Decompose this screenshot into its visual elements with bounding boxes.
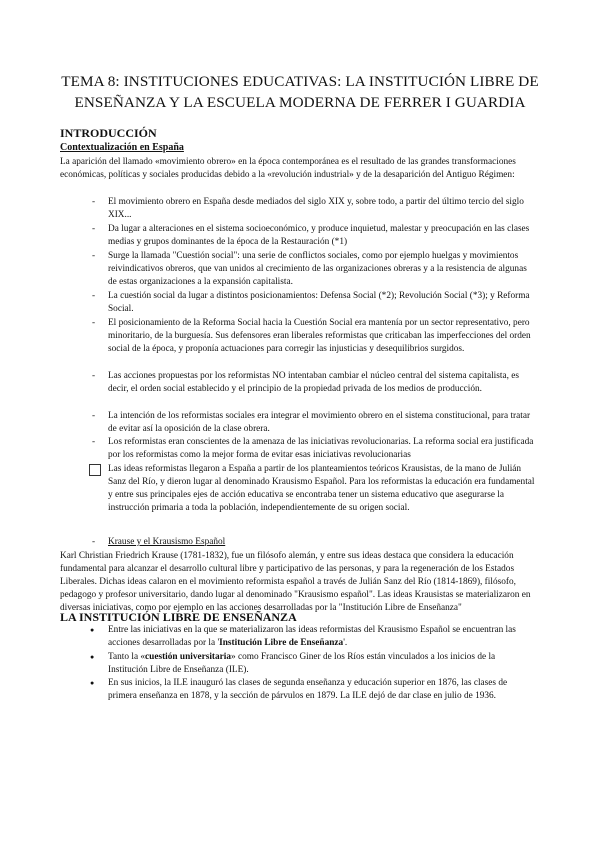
checkbox[interactable] bbox=[89, 464, 101, 476]
list-item: - Surge la llamada "Cuestión social": una serie de conflictos sociales, como por ejemplo huelgas y movimientos reivindicativos obreros, que van unidos al crecimiento de las organizaciones obreras y a la resistencia de algunas de estas organizaciones a la expansión capitalista. bbox=[108, 250, 536, 289]
bullet-bold-text: cuestión universitaria bbox=[145, 652, 232, 662]
krause-dash: - bbox=[92, 537, 96, 547]
page-title: TEMA 8: INSTITUCIONES EDUCATIVAS: LA INSTITUCIÓN LIBRE DE ENSEÑANZA Y LA ESCUELA MODERNA DE FERRER I GUARDIA bbox=[61, 73, 539, 111]
checkbox-paragraph: Las ideas reformistas llegaron a España a partir de los planteamientos teóricos Krausistas, de la mano de Julián Sanz del Río, y dieron lugar al denominado Krausismo Español. Para los reformistas la educación era fundamental y entre sus principales ejes de acción educativa se encontraba tener un sistema educativo que asegurarse la instrucción primaria a toda la población, independientemente de su origen social. bbox=[108, 464, 535, 514]
bullet-text: En sus inicios, la ILE inauguró las clases de segunda enseñanza y educación superior en 1876, las clases de primera enseñanza en 1878, y la sección de párvulos en 1879. La ILE dejó de dar clase en julio de 1936. bbox=[108, 678, 508, 702]
ile-heading: LA INSTITUCIÓN LIBRE DE ENSEÑANZA bbox=[60, 610, 297, 624]
intro-heading: INTRODUCCIÓN bbox=[60, 126, 157, 140]
context-heading: Contextualización en España bbox=[60, 142, 184, 153]
bullet-text: '. bbox=[343, 638, 348, 649]
list-item bbox=[108, 624, 536, 650]
bullet-text: Tanto la « bbox=[108, 652, 146, 662]
bullet-text: Entre las iniciativas en la que se materializaron las ideas reformistas del Krausismo Español se encuentran las acciones desarrolladas por la ' bbox=[108, 625, 516, 649]
intro-paragraph: La aparición del llamado «movimiento obrero» en la época contemporánea es el resultado de las grandes transformaciones económicas, políticas y sociales producidas debido a la «revolución industrial» y de la desaparición del Antiguo Régimen: bbox=[60, 157, 516, 181]
bullet-bold-text: Institución Libre de Enseñanza bbox=[219, 638, 344, 649]
list-item bbox=[108, 651, 536, 677]
list-item: - La cuestión social da lugar a distintos posicionamientos: Defensa Social (*2); Revolución Social (*3); y Reforma Social. bbox=[108, 290, 536, 316]
krause-heading: Krause y el Krausismo Español bbox=[108, 537, 226, 547]
list-item bbox=[108, 677, 536, 703]
list-item: - El movimiento obrero en España desde mediados del siglo XIX y, sobre todo, a partir del último tercio del siglo XIX... bbox=[108, 196, 536, 222]
list-item: - Las acciones propuestas por los reformistas NO intentaban cambiar el núcleo central del sistema capitalista, es decir, el orden social establecido y el principio de la propiedad privada de los medios de producción. bbox=[108, 370, 536, 396]
krause-paragraph: Karl Christian Friedrich Krause (1781-1832), fue un filósofo alemán, y entre sus ideas destaca que considera la educación fundamental para alcanzar el desarrollo cultural libre y participativo de las personas, y para la regeneración de los Estados Liberales. Dichas ideas calaron en el movimiento reformista español a través de Julián Sanz del Río (1814-1869), filósofo, pedagogo y profesor universitario, dando lugar al denominado "Krausismo español". Las ideas Krausistas se materializaron en diversas iniciativas, como por ejemplo en las acciones desarrolladas por la "Institución Libre de Enseñanza" bbox=[60, 551, 531, 614]
list-item: - El posicionamiento de la Reforma Social hacia la Cuestión Social era mantenía por un sector representativo, pero minoritario, de la burguesía. Sus defensores eran liberales reformistas que criticaban las imperfecciones del orden social de la época, y proponía actuaciones para corregir las injusticias y desequilibrios surgidos. bbox=[108, 317, 536, 356]
list-item: - Da lugar a alteraciones en el sistema socioeconómico, y produce inquietud, malestar y preocupación en las clases medias y grupos dominantes de la época de la Restauración (*1) bbox=[108, 223, 536, 249]
list-item: - Los reformistas eran conscientes de la amenaza de las iniciativas revolucionarias. La reforma social era justificada por los reformistas como la mejor forma de evitar esas iniciativas revolucionarias bbox=[108, 436, 536, 462]
list-item: - La intención de los reformistas sociales era integrar el movimiento obrero en el sistema constitucional, para tratar de evitar así la oposición de la clase obrera. bbox=[108, 410, 536, 436]
bullet-text: » como Francisco Giner de los Ríos están vinculados a los inicios de la Institución Libre de Enseñanza (ILE). bbox=[108, 652, 496, 676]
